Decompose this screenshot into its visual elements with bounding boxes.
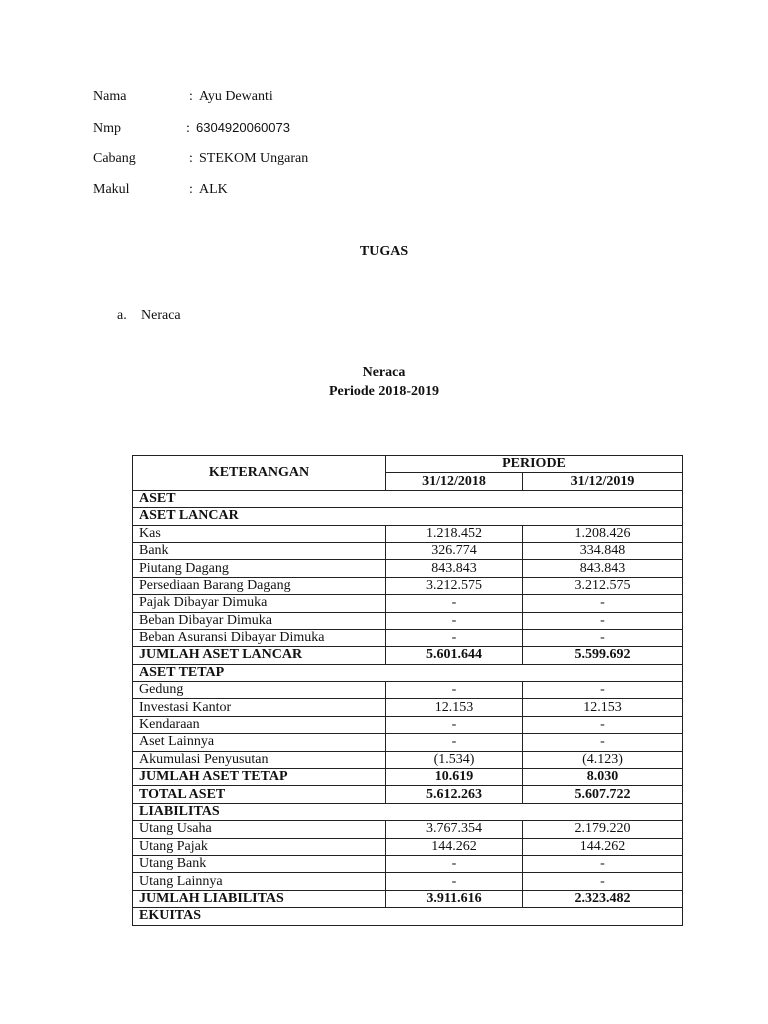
field-nmp bbox=[93, 120, 290, 137]
value-2018: 1.218.452 bbox=[386, 525, 523, 542]
total-row bbox=[133, 890, 683, 907]
row-label: Utang Lainnya bbox=[133, 873, 386, 890]
assignment-title: TUGAS bbox=[359, 244, 409, 259]
value-2018: 843.843 bbox=[386, 560, 523, 577]
col-header-keterangan: KETERANGAN bbox=[133, 456, 386, 491]
field-makul bbox=[93, 182, 228, 198]
table-row bbox=[133, 873, 683, 890]
value-2018: 5.612.263 bbox=[386, 786, 523, 803]
value-2019: 334.848 bbox=[523, 542, 683, 559]
row-label: JUMLAH ASET LANCAR bbox=[133, 647, 386, 664]
value-2019: 12.153 bbox=[523, 699, 683, 716]
row-label: JUMLAH ASET TETAP bbox=[133, 769, 386, 786]
col-header-period-2018: 31/12/2018 bbox=[386, 473, 523, 490]
field-nama bbox=[93, 89, 273, 105]
total-row bbox=[133, 769, 683, 786]
field-value: 6304920060073 bbox=[196, 120, 290, 135]
value-2019: 2.179.220 bbox=[523, 821, 683, 838]
table-row bbox=[133, 855, 683, 872]
row-label: Persediaan Barang Dagang bbox=[133, 577, 386, 594]
field-cabang bbox=[93, 151, 308, 167]
field-colon: : bbox=[189, 151, 193, 166]
value-2018: 12.153 bbox=[386, 699, 523, 716]
section-label: ASET LANCAR bbox=[133, 508, 683, 525]
value-2018: 3.911.616 bbox=[386, 890, 523, 907]
value-2018: - bbox=[386, 595, 523, 612]
report-subtitle: Periode 2018-2019 bbox=[328, 384, 440, 399]
field-colon: : bbox=[189, 182, 193, 197]
value-2018: (1.534) bbox=[386, 751, 523, 768]
table-row bbox=[133, 612, 683, 629]
value-2019: - bbox=[523, 612, 683, 629]
section-marker: a. bbox=[117, 308, 127, 323]
row-label: TOTAL ASET bbox=[133, 786, 386, 803]
table-row bbox=[133, 734, 683, 751]
section-row bbox=[133, 803, 683, 820]
section-row bbox=[133, 490, 683, 507]
value-2018: 3.767.354 bbox=[386, 821, 523, 838]
value-2018: 144.262 bbox=[386, 838, 523, 855]
field-label: Cabang bbox=[93, 151, 136, 166]
table-row bbox=[133, 682, 683, 699]
row-label: Utang Pajak bbox=[133, 838, 386, 855]
value-2019: - bbox=[523, 734, 683, 751]
value-2019: 144.262 bbox=[523, 838, 683, 855]
report-title: Neraca bbox=[362, 365, 406, 380]
value-2019: 843.843 bbox=[523, 560, 683, 577]
section-row bbox=[133, 508, 683, 525]
row-label: Gedung bbox=[133, 682, 386, 699]
row-label: Beban Asuransi Dibayar Dimuka bbox=[133, 629, 386, 646]
value-2019: - bbox=[523, 873, 683, 890]
value-2018: 3.212.575 bbox=[386, 577, 523, 594]
table-row bbox=[133, 542, 683, 559]
value-2019: (4.123) bbox=[523, 751, 683, 768]
table-row bbox=[133, 716, 683, 733]
value-2019: 3.212.575 bbox=[523, 577, 683, 594]
value-2018: - bbox=[386, 629, 523, 646]
row-label: Utang Bank bbox=[133, 855, 386, 872]
section-title: Neraca bbox=[141, 308, 181, 323]
field-colon: : bbox=[186, 121, 190, 136]
field-value: Ayu Dewanti bbox=[199, 89, 273, 104]
value-2019: - bbox=[523, 595, 683, 612]
row-label: Kendaraan bbox=[133, 716, 386, 733]
value-2018: - bbox=[386, 873, 523, 890]
value-2019: - bbox=[523, 682, 683, 699]
row-label: Piutang Dagang bbox=[133, 560, 386, 577]
row-label: Akumulasi Penyusutan bbox=[133, 751, 386, 768]
row-label: Beban Dibayar Dimuka bbox=[133, 612, 386, 629]
value-2018: - bbox=[386, 612, 523, 629]
field-label: Makul bbox=[93, 182, 130, 197]
section-label: ASET TETAP bbox=[133, 664, 683, 681]
value-2018: - bbox=[386, 716, 523, 733]
value-2019: - bbox=[523, 855, 683, 872]
table-row bbox=[133, 560, 683, 577]
row-label: Kas bbox=[133, 525, 386, 542]
value-2018: 10.619 bbox=[386, 769, 523, 786]
value-2019: 5.599.692 bbox=[523, 647, 683, 664]
value-2018: - bbox=[386, 734, 523, 751]
table-body bbox=[133, 490, 683, 925]
section-label: EKUITAS bbox=[133, 908, 683, 925]
section-label: LIABILITAS bbox=[133, 803, 683, 820]
col-header-period-2019: 31/12/2019 bbox=[523, 473, 683, 490]
balance-sheet-table bbox=[132, 455, 683, 926]
field-value: ALK bbox=[199, 182, 228, 197]
value-2019: 1.208.426 bbox=[523, 525, 683, 542]
field-value: STEKOM Ungaran bbox=[199, 151, 309, 166]
field-label: Nama bbox=[93, 89, 127, 104]
section-row bbox=[133, 664, 683, 681]
table-row bbox=[133, 838, 683, 855]
table-row bbox=[133, 525, 683, 542]
table-row bbox=[133, 595, 683, 612]
value-2018: - bbox=[386, 855, 523, 872]
total-row bbox=[133, 647, 683, 664]
row-label: Investasi Kantor bbox=[133, 699, 386, 716]
field-colon: : bbox=[189, 89, 193, 104]
row-label: Pajak Dibayar Dimuka bbox=[133, 595, 386, 612]
table-row bbox=[133, 751, 683, 768]
value-2019: 2.323.482 bbox=[523, 890, 683, 907]
value-2019: - bbox=[523, 629, 683, 646]
value-2019: 8.030 bbox=[523, 769, 683, 786]
section-row bbox=[133, 908, 683, 925]
row-label: Utang Usaha bbox=[133, 821, 386, 838]
value-2019: 5.607.722 bbox=[523, 786, 683, 803]
field-label: Nmp bbox=[93, 121, 121, 136]
row-label: JUMLAH LIABILITAS bbox=[133, 890, 386, 907]
value-2019: - bbox=[523, 716, 683, 733]
table-row bbox=[133, 699, 683, 716]
table-row bbox=[133, 577, 683, 594]
row-label: Aset Lainnya bbox=[133, 734, 386, 751]
table-row bbox=[133, 821, 683, 838]
table-row bbox=[133, 629, 683, 646]
value-2018: - bbox=[386, 682, 523, 699]
total-row bbox=[133, 786, 683, 803]
row-label: Bank bbox=[133, 542, 386, 559]
value-2018: 5.601.644 bbox=[386, 647, 523, 664]
section-heading bbox=[117, 308, 181, 324]
col-header-periode: PERIODE bbox=[386, 456, 683, 473]
value-2018: 326.774 bbox=[386, 542, 523, 559]
section-label: ASET bbox=[133, 490, 683, 507]
